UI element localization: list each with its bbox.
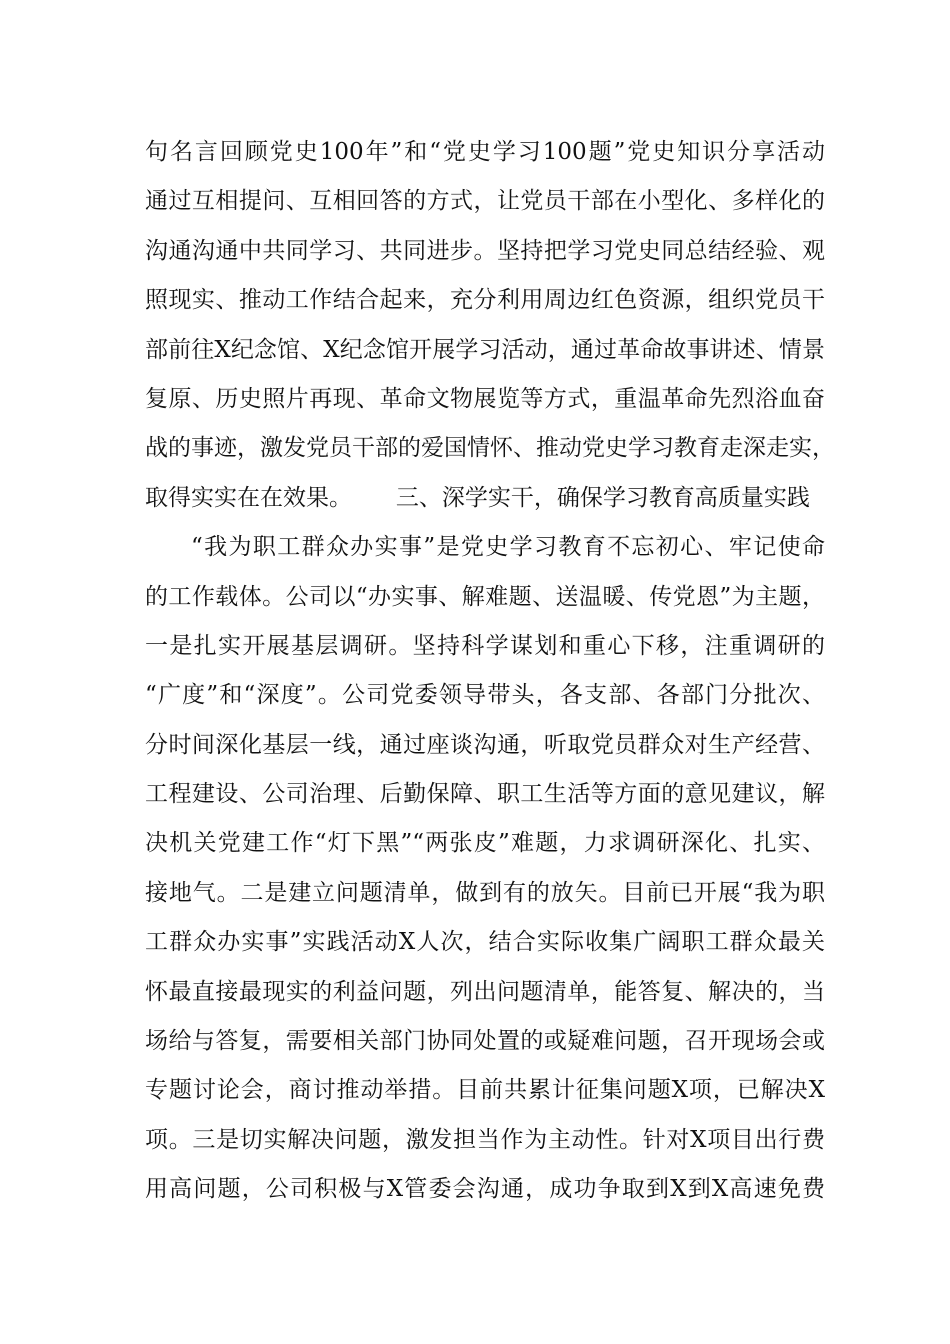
text-line: 用高问题，公司积极与X管委会沟通，成功争取到X到X高速免费 (145, 1176, 825, 1203)
text-line: 沟通沟通中共同学习、共同进步。坚持把学习党史同总结经验、观 (145, 237, 825, 264)
text-line: 部前往X纪念馆、X纪念馆开展学习活动，通过革命故事讲述、情景 (145, 336, 825, 363)
text-line: 场给与答复，需要相关部门协同处置的或疑难问题，召开现场会或 (145, 1028, 825, 1055)
text-line: 怀最直接最现实的利益问题，列出问题清单，能答复、解决的，当 (145, 978, 825, 1005)
text-line: 战的事迹，激发党员干部的爱国情怀、推动党史学习教育走深走实， (145, 435, 835, 462)
text-line: “广度”和“深度”。公司党委领导带头，各支部、各部门分批次、 (145, 682, 825, 709)
text-line: 的工作载体。公司以“办实事、解难题、送温暖、传党恩”为主题， (145, 583, 825, 610)
text-line: 照现实、推动工作结合起来，充分利用周边红色资源，组织党员干 (145, 287, 825, 314)
text-line: 决机关党建工作“灯下黑”“两张皮”难题，力求调研深化、扎实、 (145, 830, 825, 857)
text-line: 分时间深化基层一线，通过座谈沟通，听取党员群众对生产经营、 (145, 731, 825, 758)
text-line: 工群众办实事”实践活动X人次，结合实际收集广阔职工群众最关 (145, 929, 825, 956)
text-line: 工程建设、公司治理、后勤保障、职工生活等方面的意见建议，解 (145, 781, 825, 808)
document-body (145, 133, 835, 1220)
text-line: 一是扎实开展基层调研。坚持科学谋划和重心下移，注重调研的 (145, 632, 825, 659)
text-line: 句名言回顾党史100年”和“党史学习100题”党史知识分享活动 (145, 139, 825, 165)
text-line: 项。三是切实解决问题，激发担当作为主动性。针对X项目出行费 (145, 1126, 825, 1153)
text-line: 接地气。二是建立问题清单，做到有的放矢。目前已开展“我为职 (145, 879, 825, 906)
paragraph-first-line: “我为职工群众办实事”是党史学习教育不忘初心、牢记使命 (191, 534, 825, 561)
text-line: 复原、历史照片再现、革命文物展览等方式，重温革命先烈浴血奋 (145, 385, 825, 412)
text-line: 通过互相提问、互相回答的方式，让党员干部在小型化、多样化的 (145, 188, 825, 215)
text-line: 专题讨论会，商讨推动举措。目前共累计征集问题X项，已解决X (145, 1077, 825, 1104)
section-heading-line: 取得实实在在效果。 三、深学实干，确保学习教育高质量实践 (145, 484, 810, 511)
